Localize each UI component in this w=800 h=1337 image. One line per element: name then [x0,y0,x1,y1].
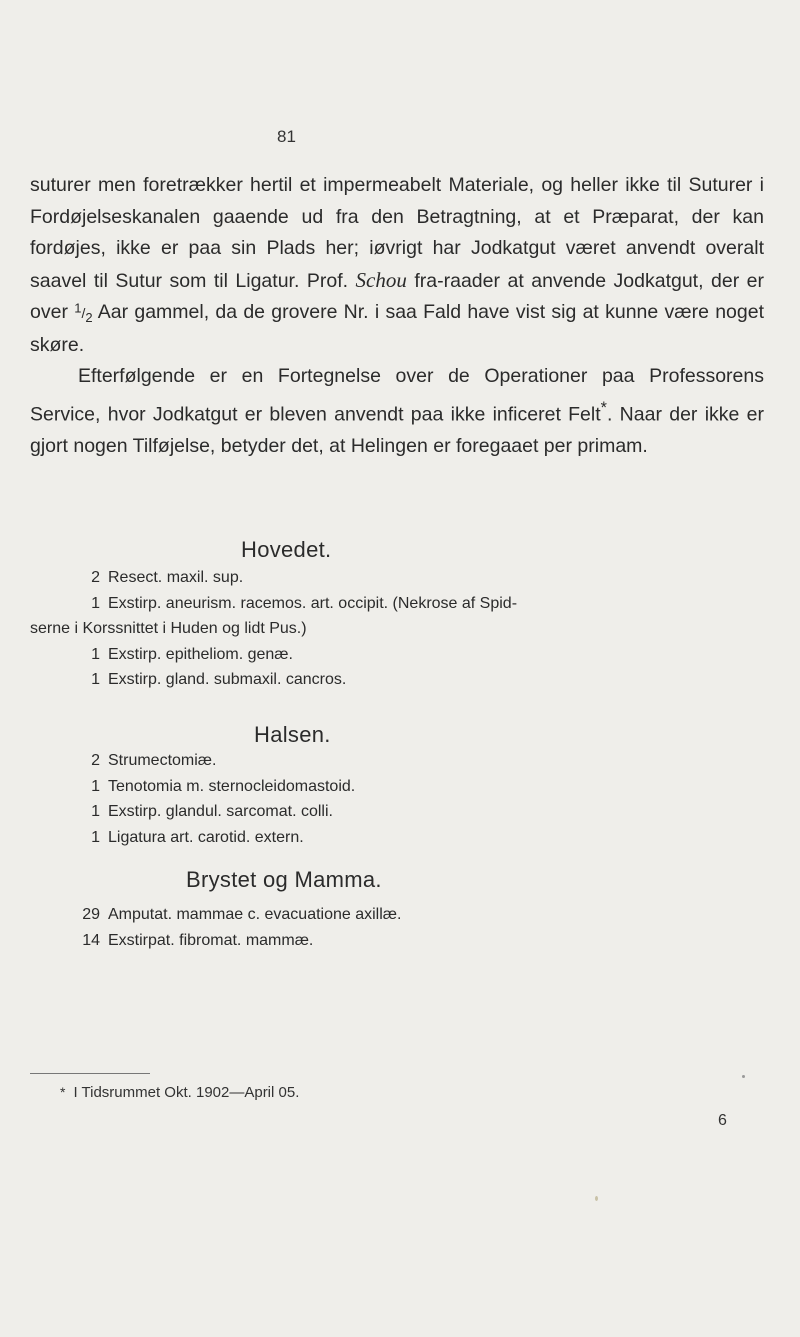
item-text: Exstirp. gland. submaxil. cancros. [108,671,347,688]
paragraph-2-text-b: . Naar der ikke er gjort nogen Tilføjelse, betyder det, at Helingen er foregaaet per primam. [30,403,764,457]
list-item [30,774,764,800]
list-item [30,565,764,591]
item-count: 29 [82,906,100,923]
item-text: Tenotomia m. sternocleidomastoid. [108,777,356,795]
item-count: 1 [91,777,100,795]
fraction-denominator: 2 [85,309,93,325]
list-item [30,799,764,825]
list-item [30,748,764,774]
section-list-brystet [30,902,764,953]
item-count: 1 [91,803,100,820]
section-heading-hovedet: Hovedet. [241,537,332,562]
paragraph-1-text-c: Aar gammel, da de grovere Nr. i saa Fald have vist sig at kunne være noget skøre. [30,301,764,356]
italic-name: Schou [355,267,407,292]
section-heading-brystet: Brystet og Mamma. [186,867,382,892]
item-text: Exstirp. glandul. sarcomat. colli. [108,803,333,820]
item-count: 14 [82,931,100,949]
list-item [30,667,764,693]
list-item [30,591,764,617]
paragraph-1-text-a: suturer men foretrækker hertil et impermeabelt Materiale, og heller ikke til Suturer i Fordøjelseskanalen gaaende ud fra den Betragtning, at et Præparat, der kan fordøjes, ikke er paa sin Plads her; iøvrigt har Jodkatgut været anvendt overalt saavel til Sutur som til Ligatur. Prof. [30,174,764,292]
item-count: 1 [91,645,100,663]
fraction-numerator: 1 [74,300,82,316]
page-number: 81 [277,127,296,146]
list-item [30,825,764,851]
signature-mark: 6 [718,1112,727,1129]
item-count: 1 [91,594,100,612]
list-item [30,642,764,668]
footnote-reference: * [600,398,607,417]
paragraph-2 [30,361,764,462]
footnote [60,1084,299,1101]
item-text: Exstirp. aneurism. racemos. art. occipit. (Nekrose af Spid- [108,594,518,612]
paragraph-1 [30,170,764,361]
section-list-hovedet [30,565,764,693]
item-count: 1 [91,671,100,688]
item-count: 1 [91,828,100,846]
section-heading-halsen: Halsen. [254,722,331,747]
fraction: $^1/_2$ [74,300,93,325]
item-text: Ligatura art. carotid. extern. [108,828,304,846]
paragraph-1-text-b: fra-raader at anvende Jodkatgut, der er over [30,269,765,323]
item-text: Strumectomiæ. [108,752,217,769]
footnote-rule [30,1073,150,1074]
item-text: Amputat. mammae c. evacuatione axillæ. [108,906,402,923]
item-count: 2 [91,569,100,586]
footnote-marker: * [60,1084,66,1100]
section-list-halsen [30,748,764,850]
footnote-text: I Tidsrummet Okt. 1902—April 05. [73,1084,300,1101]
paper-speck [742,1075,745,1078]
paragraph-2-text-a: Efterfølgende er en Fortegnelse over de Operationer paa Professorens Service, hvor Jodkatgut er bleven anvendt paa ikke inficeret Felt [30,365,764,425]
item-text: Exstirpat. fibromat. mammæ. [108,931,314,949]
item-count: 2 [91,752,100,769]
item-text: Exstirp. epitheliom. genæ. [108,645,293,663]
item-text: Resect. maxil. sup. [108,569,244,586]
list-item [30,928,764,954]
paper-speck [595,1196,598,1201]
list-item [30,902,764,928]
body-text [30,170,764,462]
list-item-continuation: serne i Korssnittet i Huden og lidt Pus.) [30,620,307,637]
